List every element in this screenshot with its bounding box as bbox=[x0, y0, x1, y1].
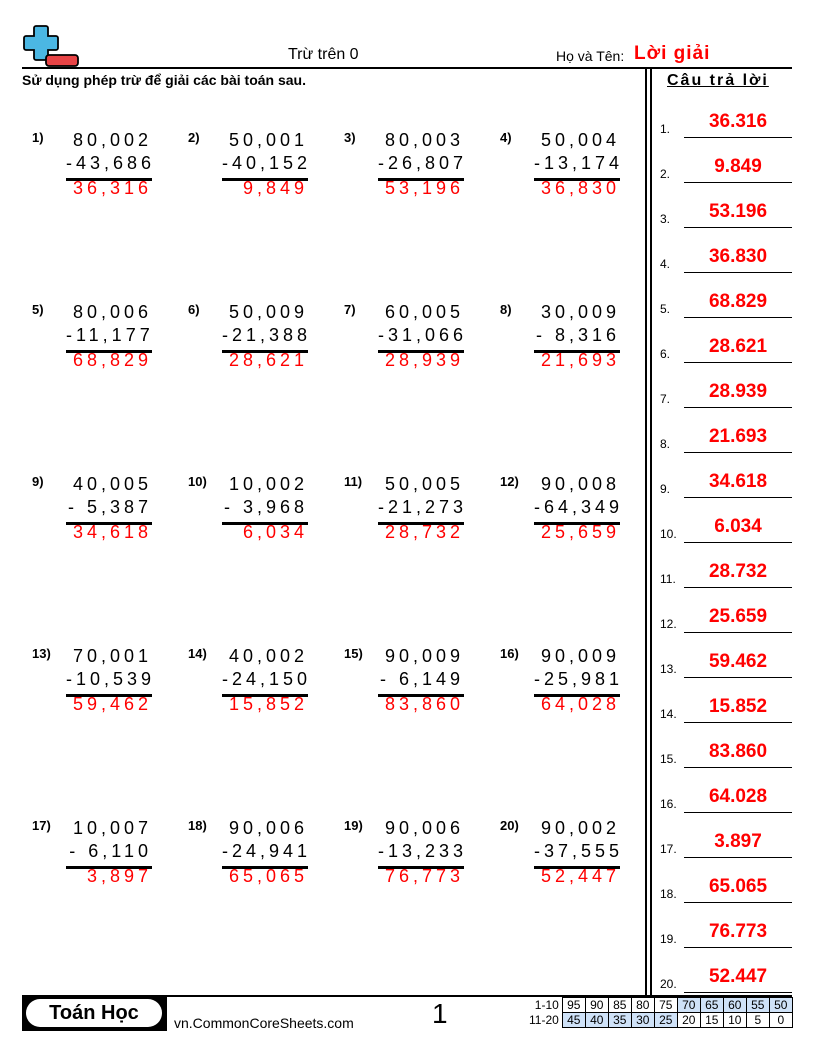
score-cell: 60 bbox=[723, 998, 746, 1013]
score-cell: 90 bbox=[585, 998, 608, 1013]
minuend: 80,002 bbox=[72, 130, 152, 150]
minuend: 40,002 bbox=[228, 646, 308, 666]
difference-answer: 28,939 bbox=[384, 350, 464, 370]
score-cell: 30 bbox=[631, 1013, 654, 1028]
minuend: 50,001 bbox=[228, 130, 308, 150]
answer-value: 36.830 bbox=[708, 246, 768, 267]
answer-underline bbox=[684, 182, 792, 183]
answer-label: 9. bbox=[660, 482, 671, 496]
answer-row bbox=[660, 198, 792, 228]
problem-number: 9) bbox=[32, 474, 44, 489]
problem-number: 14) bbox=[188, 646, 207, 661]
subtrahend: -37,555 bbox=[534, 841, 624, 861]
answer-value: 21.693 bbox=[708, 426, 768, 447]
plus-minus-logo-icon bbox=[22, 24, 80, 68]
minuend: 30,009 bbox=[540, 302, 620, 322]
subtrahend: -26,807 bbox=[378, 153, 468, 173]
answer-label: 3. bbox=[660, 212, 671, 226]
minuend: 90,009 bbox=[540, 646, 620, 666]
problem-item bbox=[344, 130, 474, 210]
problem-item bbox=[500, 302, 630, 382]
score-cell: 85 bbox=[608, 998, 631, 1013]
subtrahend: - 3,968 bbox=[223, 497, 308, 517]
score-cell: 25 bbox=[654, 1013, 677, 1028]
answer-row bbox=[660, 513, 792, 543]
difference-answer: 21,693 bbox=[540, 350, 620, 370]
subtrahend: -31,066 bbox=[378, 325, 468, 345]
subtrahend: - 5,387 bbox=[67, 497, 152, 517]
answer-row bbox=[660, 963, 792, 993]
answer-column-divider bbox=[650, 69, 652, 995]
problem-number: 1) bbox=[32, 130, 44, 145]
score-cell: 20 bbox=[677, 1013, 700, 1028]
answer-value: 68.829 bbox=[708, 291, 768, 312]
difference-answer: 34,618 bbox=[72, 522, 152, 542]
answer-value: 9.849 bbox=[714, 156, 762, 177]
problem-item bbox=[32, 302, 162, 382]
difference-answer: 6,034 bbox=[242, 522, 308, 542]
answer-underline bbox=[684, 587, 792, 588]
score-cell: 95 bbox=[562, 998, 585, 1013]
answer-value: 36.316 bbox=[708, 111, 768, 132]
answer-row bbox=[660, 153, 792, 183]
answer-label: 10. bbox=[660, 527, 677, 541]
answer-underline bbox=[684, 857, 792, 858]
problem-number: 18) bbox=[188, 818, 207, 833]
minuend: 80,006 bbox=[72, 302, 152, 322]
instructions: Sử dụng phép trừ để giải các bài toán sau. bbox=[22, 72, 306, 88]
score-cell: 35 bbox=[608, 1013, 631, 1028]
problem-item bbox=[32, 130, 162, 210]
answer-underline bbox=[684, 722, 792, 723]
problem-item bbox=[188, 818, 318, 898]
score-cell: 65 bbox=[700, 998, 723, 1013]
answer-row bbox=[660, 108, 792, 138]
subtrahend: - 6,110 bbox=[69, 841, 152, 861]
problem-item bbox=[500, 818, 630, 898]
difference-answer: 28,621 bbox=[228, 350, 308, 370]
score-cell: 45 bbox=[562, 1013, 585, 1028]
answer-value: 28.621 bbox=[708, 336, 768, 357]
answers-heading: Câu trả lời bbox=[667, 72, 769, 89]
answer-value: 52.447 bbox=[708, 966, 768, 987]
problem-number: 20) bbox=[500, 818, 519, 833]
minuend: 50,005 bbox=[384, 474, 464, 494]
minuend: 10,007 bbox=[72, 818, 152, 838]
problem-number: 15) bbox=[344, 646, 363, 661]
problem-item bbox=[500, 130, 630, 210]
score-table bbox=[527, 997, 793, 1028]
answer-label: 19. bbox=[660, 932, 677, 946]
subtrahend: -21,388 bbox=[222, 325, 312, 345]
answer-label: 5. bbox=[660, 302, 671, 316]
answer-value: 28.732 bbox=[708, 561, 768, 582]
answer-value: 76.773 bbox=[708, 921, 768, 942]
problem-number: 8) bbox=[500, 302, 512, 317]
brand-label: Toán Học bbox=[26, 999, 162, 1027]
answer-label: 8. bbox=[660, 437, 671, 451]
score-cell: 0 bbox=[769, 1013, 792, 1028]
answer-row bbox=[660, 783, 792, 813]
difference-answer: 65,065 bbox=[228, 866, 308, 886]
answer-underline bbox=[684, 272, 792, 273]
problem-number: 10) bbox=[188, 474, 207, 489]
difference-answer: 28,732 bbox=[384, 522, 464, 542]
answer-label: 2. bbox=[660, 167, 671, 181]
answer-underline bbox=[684, 632, 792, 633]
minuend: 90,009 bbox=[384, 646, 464, 666]
answer-row bbox=[660, 378, 792, 408]
name-value: Lời giải bbox=[634, 43, 711, 64]
difference-answer: 36,830 bbox=[540, 178, 620, 198]
minuend: 90,006 bbox=[228, 818, 308, 838]
problem-number: 16) bbox=[500, 646, 519, 661]
difference-answer: 53,196 bbox=[384, 178, 464, 198]
answer-label: 17. bbox=[660, 842, 677, 856]
subtrahend: -13,174 bbox=[534, 153, 624, 173]
subtrahend: -24,150 bbox=[222, 669, 312, 689]
name-label: Họ và Tên: bbox=[556, 48, 625, 64]
answer-label: 12. bbox=[660, 617, 677, 631]
problem-item bbox=[344, 302, 474, 382]
answer-row bbox=[660, 873, 792, 903]
problem-number: 7) bbox=[344, 302, 356, 317]
minuend: 90,006 bbox=[384, 818, 464, 838]
answer-row bbox=[660, 468, 792, 498]
difference-answer: 3,897 bbox=[86, 866, 152, 886]
answer-underline bbox=[684, 542, 792, 543]
score-cell: 10 bbox=[723, 1013, 746, 1028]
problem-item bbox=[188, 130, 318, 210]
page-number: 1 bbox=[432, 998, 448, 1029]
answer-label: 6. bbox=[660, 347, 671, 361]
difference-answer: 76,773 bbox=[384, 866, 464, 886]
answer-underline bbox=[684, 677, 792, 678]
difference-answer: 9,849 bbox=[242, 178, 308, 198]
difference-answer: 25,659 bbox=[540, 522, 620, 542]
score-cell: 75 bbox=[654, 998, 677, 1013]
answer-underline bbox=[684, 227, 792, 228]
problem-number: 5) bbox=[32, 302, 44, 317]
problem-item bbox=[188, 474, 318, 554]
problem-item bbox=[32, 474, 162, 554]
answer-label: 13. bbox=[660, 662, 677, 676]
score-cell: 70 bbox=[677, 998, 700, 1013]
answer-label: 1. bbox=[660, 122, 671, 136]
problem-number: 6) bbox=[188, 302, 200, 317]
answer-row bbox=[660, 693, 792, 723]
subtrahend: - 8,316 bbox=[535, 325, 620, 345]
subtrahend: -43,686 bbox=[66, 153, 156, 173]
answer-row bbox=[660, 738, 792, 768]
answer-underline bbox=[684, 497, 792, 498]
answer-value: 59.462 bbox=[708, 651, 768, 672]
problem-item bbox=[344, 474, 474, 554]
answer-row bbox=[660, 828, 792, 858]
score-cell: 50 bbox=[769, 998, 792, 1013]
problem-number: 3) bbox=[344, 130, 356, 145]
problem-number: 4) bbox=[500, 130, 512, 145]
problem-item bbox=[344, 818, 474, 898]
answer-label: 4. bbox=[660, 257, 671, 271]
problem-number: 19) bbox=[344, 818, 363, 833]
subtrahend: -21,273 bbox=[378, 497, 468, 517]
answer-row bbox=[660, 918, 792, 948]
minuend: 90,008 bbox=[540, 474, 620, 494]
score-row-label: 1-10 bbox=[534, 998, 559, 1012]
answer-row bbox=[660, 648, 792, 678]
answer-row bbox=[660, 333, 792, 363]
worksheet-title: Trừ trên 0 bbox=[288, 46, 359, 63]
subtrahend: -24,941 bbox=[222, 841, 312, 861]
difference-answer: 68,829 bbox=[72, 350, 152, 370]
answer-label: 20. bbox=[660, 977, 677, 991]
header-divider bbox=[22, 67, 792, 69]
brand-badge bbox=[22, 997, 167, 1031]
answer-underline bbox=[684, 812, 792, 813]
score-cell: 5 bbox=[746, 1013, 769, 1028]
answer-underline bbox=[684, 992, 792, 993]
score-cell: 15 bbox=[700, 1013, 723, 1028]
answer-underline bbox=[684, 317, 792, 318]
answer-underline bbox=[684, 767, 792, 768]
minuend: 50,004 bbox=[540, 130, 620, 150]
answer-column-divider bbox=[645, 69, 647, 995]
problem-number: 2) bbox=[188, 130, 200, 145]
answer-underline bbox=[684, 362, 792, 363]
answer-value: 64.028 bbox=[708, 786, 768, 807]
problem-item bbox=[32, 818, 162, 898]
minuend: 80,003 bbox=[384, 130, 464, 150]
difference-answer: 52,447 bbox=[540, 866, 620, 886]
answer-row bbox=[660, 423, 792, 453]
answer-underline bbox=[684, 407, 792, 408]
problem-item bbox=[188, 302, 318, 382]
answer-label: 7. bbox=[660, 392, 671, 406]
problem-item bbox=[500, 474, 630, 554]
minuend: 10,002 bbox=[228, 474, 308, 494]
answer-label: 14. bbox=[660, 707, 677, 721]
problem-item bbox=[500, 646, 630, 726]
score-row bbox=[527, 1013, 792, 1028]
difference-answer: 64,028 bbox=[540, 694, 620, 714]
problem-number: 13) bbox=[32, 646, 51, 661]
answer-value: 15.852 bbox=[708, 696, 768, 717]
problem-number: 17) bbox=[32, 818, 51, 833]
subtrahend: -13,233 bbox=[378, 841, 468, 861]
answer-value: 65.065 bbox=[708, 876, 768, 897]
answer-value: 53.196 bbox=[708, 201, 768, 222]
problem-number: 12) bbox=[500, 474, 519, 489]
answer-row bbox=[660, 288, 792, 318]
answer-underline bbox=[684, 137, 792, 138]
subtrahend: -11,177 bbox=[66, 325, 154, 345]
subtrahend: -10,539 bbox=[66, 669, 156, 689]
answer-value: 28.939 bbox=[708, 381, 768, 402]
answer-row bbox=[660, 558, 792, 588]
answer-label: 15. bbox=[660, 752, 677, 766]
subtrahend: - 6,149 bbox=[379, 669, 464, 689]
score-cell: 80 bbox=[631, 998, 654, 1013]
problem-item bbox=[344, 646, 474, 726]
subtrahend: -40,152 bbox=[222, 153, 312, 173]
difference-answer: 83,860 bbox=[384, 694, 464, 714]
subtrahend: -64,349 bbox=[534, 497, 624, 517]
answer-underline bbox=[684, 947, 792, 948]
difference-answer: 36,316 bbox=[72, 178, 152, 198]
problem-item bbox=[32, 646, 162, 726]
score-row-label: 11-20 bbox=[529, 1013, 559, 1027]
answer-value: 3.897 bbox=[714, 831, 762, 852]
problem-number: 11) bbox=[344, 474, 363, 489]
subtrahend: -25,981 bbox=[534, 669, 624, 689]
answer-value: 34.618 bbox=[708, 471, 768, 492]
score-cell: 55 bbox=[746, 998, 769, 1013]
minuend: 50,009 bbox=[228, 302, 308, 322]
problem-item bbox=[188, 646, 318, 726]
answer-row bbox=[660, 243, 792, 273]
answer-value: 25.659 bbox=[708, 606, 768, 627]
score-cell: 40 bbox=[585, 1013, 608, 1028]
minuend: 70,001 bbox=[72, 646, 152, 666]
score-row bbox=[527, 998, 792, 1013]
answer-label: 18. bbox=[660, 887, 677, 901]
minuend: 60,005 bbox=[384, 302, 464, 322]
site-url: vn.CommonCoreSheets.com bbox=[174, 1015, 354, 1031]
answer-value: 83.860 bbox=[708, 741, 768, 762]
answer-label: 16. bbox=[660, 797, 677, 811]
answer-label: 11. bbox=[660, 572, 676, 586]
answer-row bbox=[660, 603, 792, 633]
difference-answer: 15,852 bbox=[228, 694, 308, 714]
answer-underline bbox=[684, 902, 792, 903]
answer-value: 6.034 bbox=[714, 516, 762, 537]
minuend: 40,005 bbox=[72, 474, 152, 494]
difference-answer: 59,462 bbox=[72, 694, 152, 714]
answer-underline bbox=[684, 452, 792, 453]
minuend: 90,002 bbox=[540, 818, 620, 838]
